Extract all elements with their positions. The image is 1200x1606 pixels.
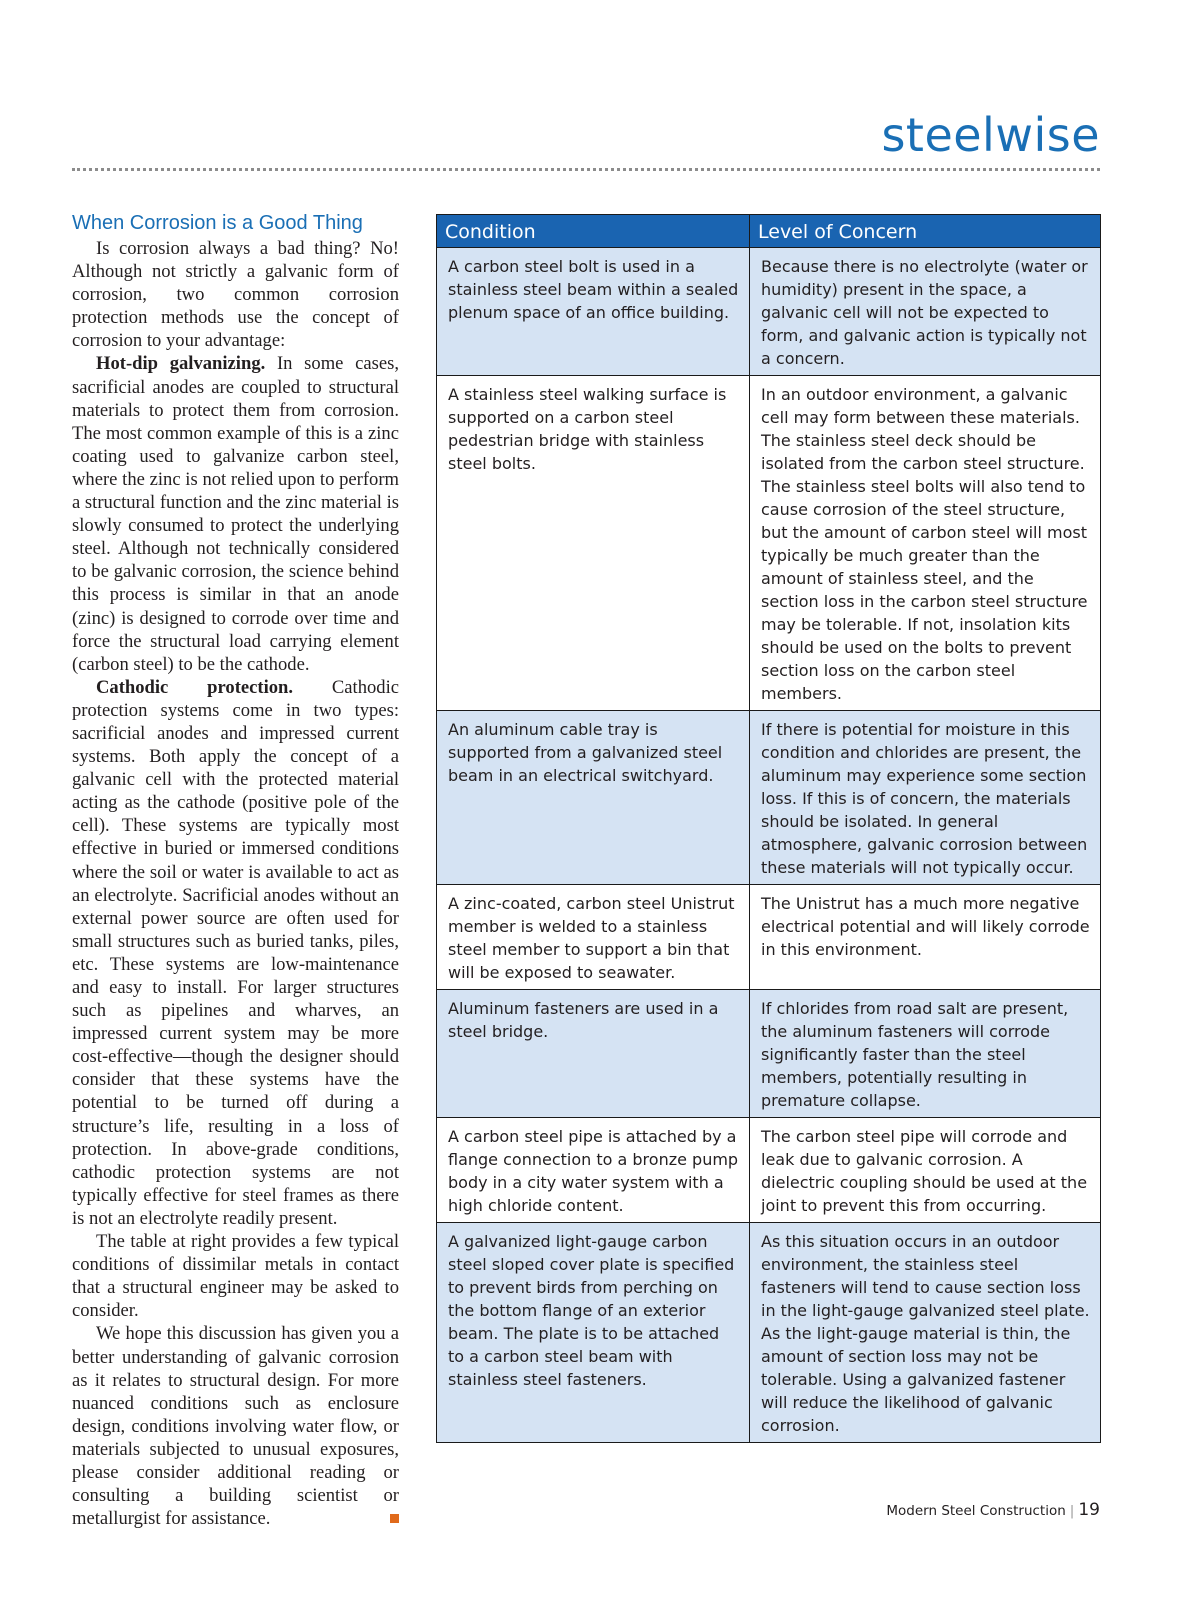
- concern-cell: As this situation occurs in an outdoor environment, the stainless steel fasteners will tend to cause section loss in the light-gauge galvanized steel plate. As the light-gauge material is thin, the amount of section loss may not be tolerable. Using a galvanized fastener will reduce the likelihood of galvanic corrosion.: [750, 1223, 1101, 1443]
- condition-cell: A stainless steel walking surface is supported on a carbon steel pedestrian bridge with stainless steel bolts.: [437, 376, 750, 711]
- table-row: [437, 990, 1101, 1118]
- concern-cell: In an outdoor environment, a galvanic cell may form between these materials. The stainless steel deck should be isolated from the carbon steel structure. The stainless steel bolts will also tend to cause corrosion of the steel structure, but the amount of carbon steel will most typically be much greater than the amount of stainless steel, and the section loss in the carbon steel structure may be tolerable. If not, insolation kits should be used on the bolts to prevent section loss on the carbon steel members.: [750, 376, 1101, 711]
- page-footer: [886, 1500, 1100, 1520]
- column-header-condition: Condition: [437, 215, 750, 248]
- paragraph-text: Is corrosion always a bad thing? No! Although not strictly a galvanic form of corrosion, two common corrosion protection methods use the concept of corrosion to your advantage:: [72, 238, 399, 352]
- run-in-heading: Hot-dip galvanizing.: [96, 353, 266, 375]
- concern-cell: The Unistrut has a much more negative electrical potential and will likely corrode in this environment.: [750, 885, 1101, 990]
- table-header-row: [437, 215, 1101, 248]
- concern-cell: Because there is no electrolyte (water or humidity) present in the space, a galvanic cell will not be expected to form, and galvanic action is typically not a concern.: [750, 248, 1101, 376]
- table-row: [437, 248, 1101, 376]
- galvanic-conditions-table: [436, 214, 1101, 1443]
- paragraph-text: The table at right provides a few typical conditions of dissimilar metals in contact that a structural engineer may be asked to consider.: [72, 1231, 399, 1322]
- end-of-article-mark: [390, 1514, 399, 1523]
- publication-name: Modern Steel Construction: [886, 1503, 1066, 1519]
- condition-cell: A carbon steel bolt is used in a stainless steel beam within a sealed plenum space of an office building.: [437, 248, 750, 376]
- page-number: 19: [1078, 1500, 1100, 1520]
- paragraph-text: We hope this discussion has given you a better understanding of galvanic corrosion as it relates to structural design. For more nuanced conditions such as enclosure design, conditions involving water flow, or materials subjected to unusual exposures, please consider additional reading or consulting a building scientist or metallurgist for assistance.: [72, 1323, 399, 1530]
- condition-cell: An aluminum cable tray is supported from a galvanized steel beam in an electrical switchyard.: [437, 711, 750, 885]
- footer-separator: |: [1069, 1503, 1075, 1519]
- table-row: [437, 1223, 1101, 1443]
- table-row: [437, 711, 1101, 885]
- article-paragraph: [72, 352, 399, 675]
- table-row: [437, 376, 1101, 711]
- table-row: [437, 885, 1101, 990]
- table-row: [437, 1118, 1101, 1223]
- article-column: [72, 210, 399, 1530]
- column-header-concern: Level of Concern: [750, 215, 1101, 248]
- paragraph-text: In some cases, sacrificial anodes are coupled to structural materials to protect them from corrosion. The most common example of this is a zinc coating used to galvanize carbon steel, where the zinc is not relied upon to perform a structural function and the zinc material is slowly consumed to protect the underlying steel. Although not technically considered to be galvanic corrosion, the science behind this process is similar in that an anode (zinc) is designed to corrode over time and force the structural load carrying element (carbon steel) to be the cathode.: [72, 353, 399, 675]
- article-paragraph: [72, 1322, 399, 1530]
- condition-cell: A zinc-coated, carbon steel Unistrut member is welded to a stainless steel member to support a bin that will be exposed to seawater.: [437, 885, 750, 990]
- concern-cell: The carbon steel pipe will corrode and leak due to galvanic corrosion. A dielectric coupling should be used at the joint to prevent this from occurring.: [750, 1118, 1101, 1223]
- concern-cell: If there is potential for moisture in this condition and chlorides are present, the aluminum may experience some section loss. If this is of concern, the materials should be isolated. In general atmosphere, galvanic corrosion between these materials will not typically occur.: [750, 711, 1101, 885]
- condition-cell: Aluminum fasteners are used in a steel bridge.: [437, 990, 750, 1118]
- concern-cell: If chlorides from road salt are present, the aluminum fasteners will corrode significantly faster than the steel members, potentially resulting in premature collapse.: [750, 990, 1101, 1118]
- dotted-divider: [72, 168, 1100, 171]
- article-heading: When Corrosion is a Good Thing: [72, 212, 363, 234]
- section-title: steelwise: [881, 108, 1100, 162]
- article-paragraph: [72, 676, 399, 1230]
- article-paragraph: [72, 237, 399, 352]
- condition-cell: A galvanized light-gauge carbon steel sloped cover plate is specified to prevent birds from perching on the bottom flange of an exterior beam. The plate is to be attached to a carbon steel beam with stainless steel fasteners.: [437, 1223, 750, 1443]
- article-paragraph: [72, 1230, 399, 1322]
- paragraph-text: Cathodic protection systems come in two types: sacrificial anodes and impressed current systems. Both apply the concept of a galvanic cell with the protected material acting as the cathode (positive pole of the cell). These systems are typically most effective in buried or immersed conditions where the soil or water is available to act as an electrolyte. Sacrificial anodes without an external power source are often used for small structures such as buried tanks, piles, etc. These systems are low-maintenance and easy to install. For larger structures such as pipelines and wharves, an impressed current system may be more cost-effective—though the designer should consider that these systems have the potential to be turned off during a structure’s life, resulting in a loss of protection. In above-grade conditions, cathodic protection systems are not typically effective for steel frames as there is not an electrolyte readily present.: [72, 676, 400, 1229]
- condition-cell: A carbon steel pipe is attached by a flange connection to a bronze pump body in a city water system with a high chloride content.: [437, 1118, 750, 1223]
- run-in-heading: Cathodic protection.: [96, 676, 294, 698]
